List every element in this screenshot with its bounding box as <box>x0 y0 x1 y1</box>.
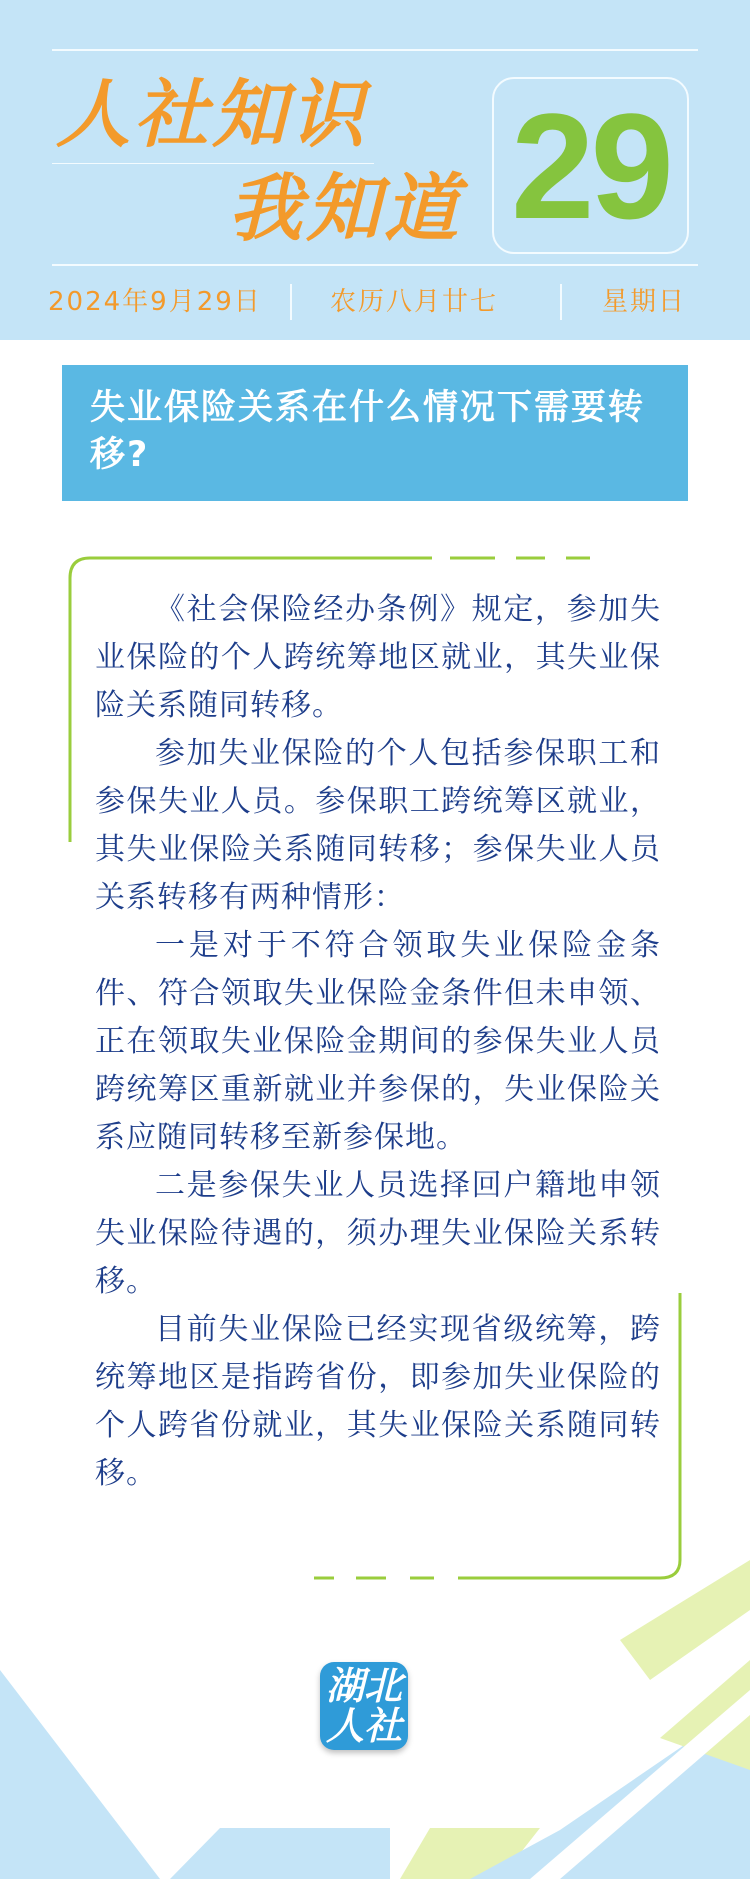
paragraph: 《社会保险经办条例》规定，参加失业保险的个人跨统筹地区就业，其失业保险关系随同转移。 <box>95 592 661 723</box>
deco-shape <box>170 1828 390 1879</box>
logo-text: 湖北人社 <box>325 1664 402 1748</box>
issue-number: 29 <box>511 81 670 250</box>
question-title: 失业保险关系在什么情况下需要转移? <box>90 388 646 475</box>
deco-triangle <box>0 1670 160 1879</box>
paragraph: 目前失业保险已经实现省级统筹，跨统筹地区是指跨省份，即参加失业保险的个人跨省份就业，其失业保险关系随同转移。 <box>95 1312 661 1491</box>
paragraph: 一是对于不符合领取失业保险金条件、符合领取失业保险金条件但未申领、正在领取失业保险金期间的参保失业人员跨统筹区重新就业并参保的，失业保险关系应随同转移至新参保地。 <box>95 928 661 1155</box>
title-line-2: 我知道 <box>228 166 462 252</box>
gregorian-date: 2024年9月29日 <box>48 287 262 317</box>
hubei-renshe-logo <box>320 1662 408 1750</box>
lunar-date: 农历八月廿七 <box>330 287 499 317</box>
weekday: 星期日 <box>602 287 687 317</box>
paragraph: 二是参保失业人员选择回户籍地申领失业保险待遇的，须办理失业保险关系转移。 <box>95 1168 661 1299</box>
paragraph: 参加失业保险的个人包括参保职工和参保失业人员。参保职工跨统筹区就业，其失业保险关系随同转移；参保失业人员关系转移有两种情形： <box>95 736 661 915</box>
title-line-1: 人社知识 <box>56 72 368 158</box>
article-body <box>95 586 661 1498</box>
